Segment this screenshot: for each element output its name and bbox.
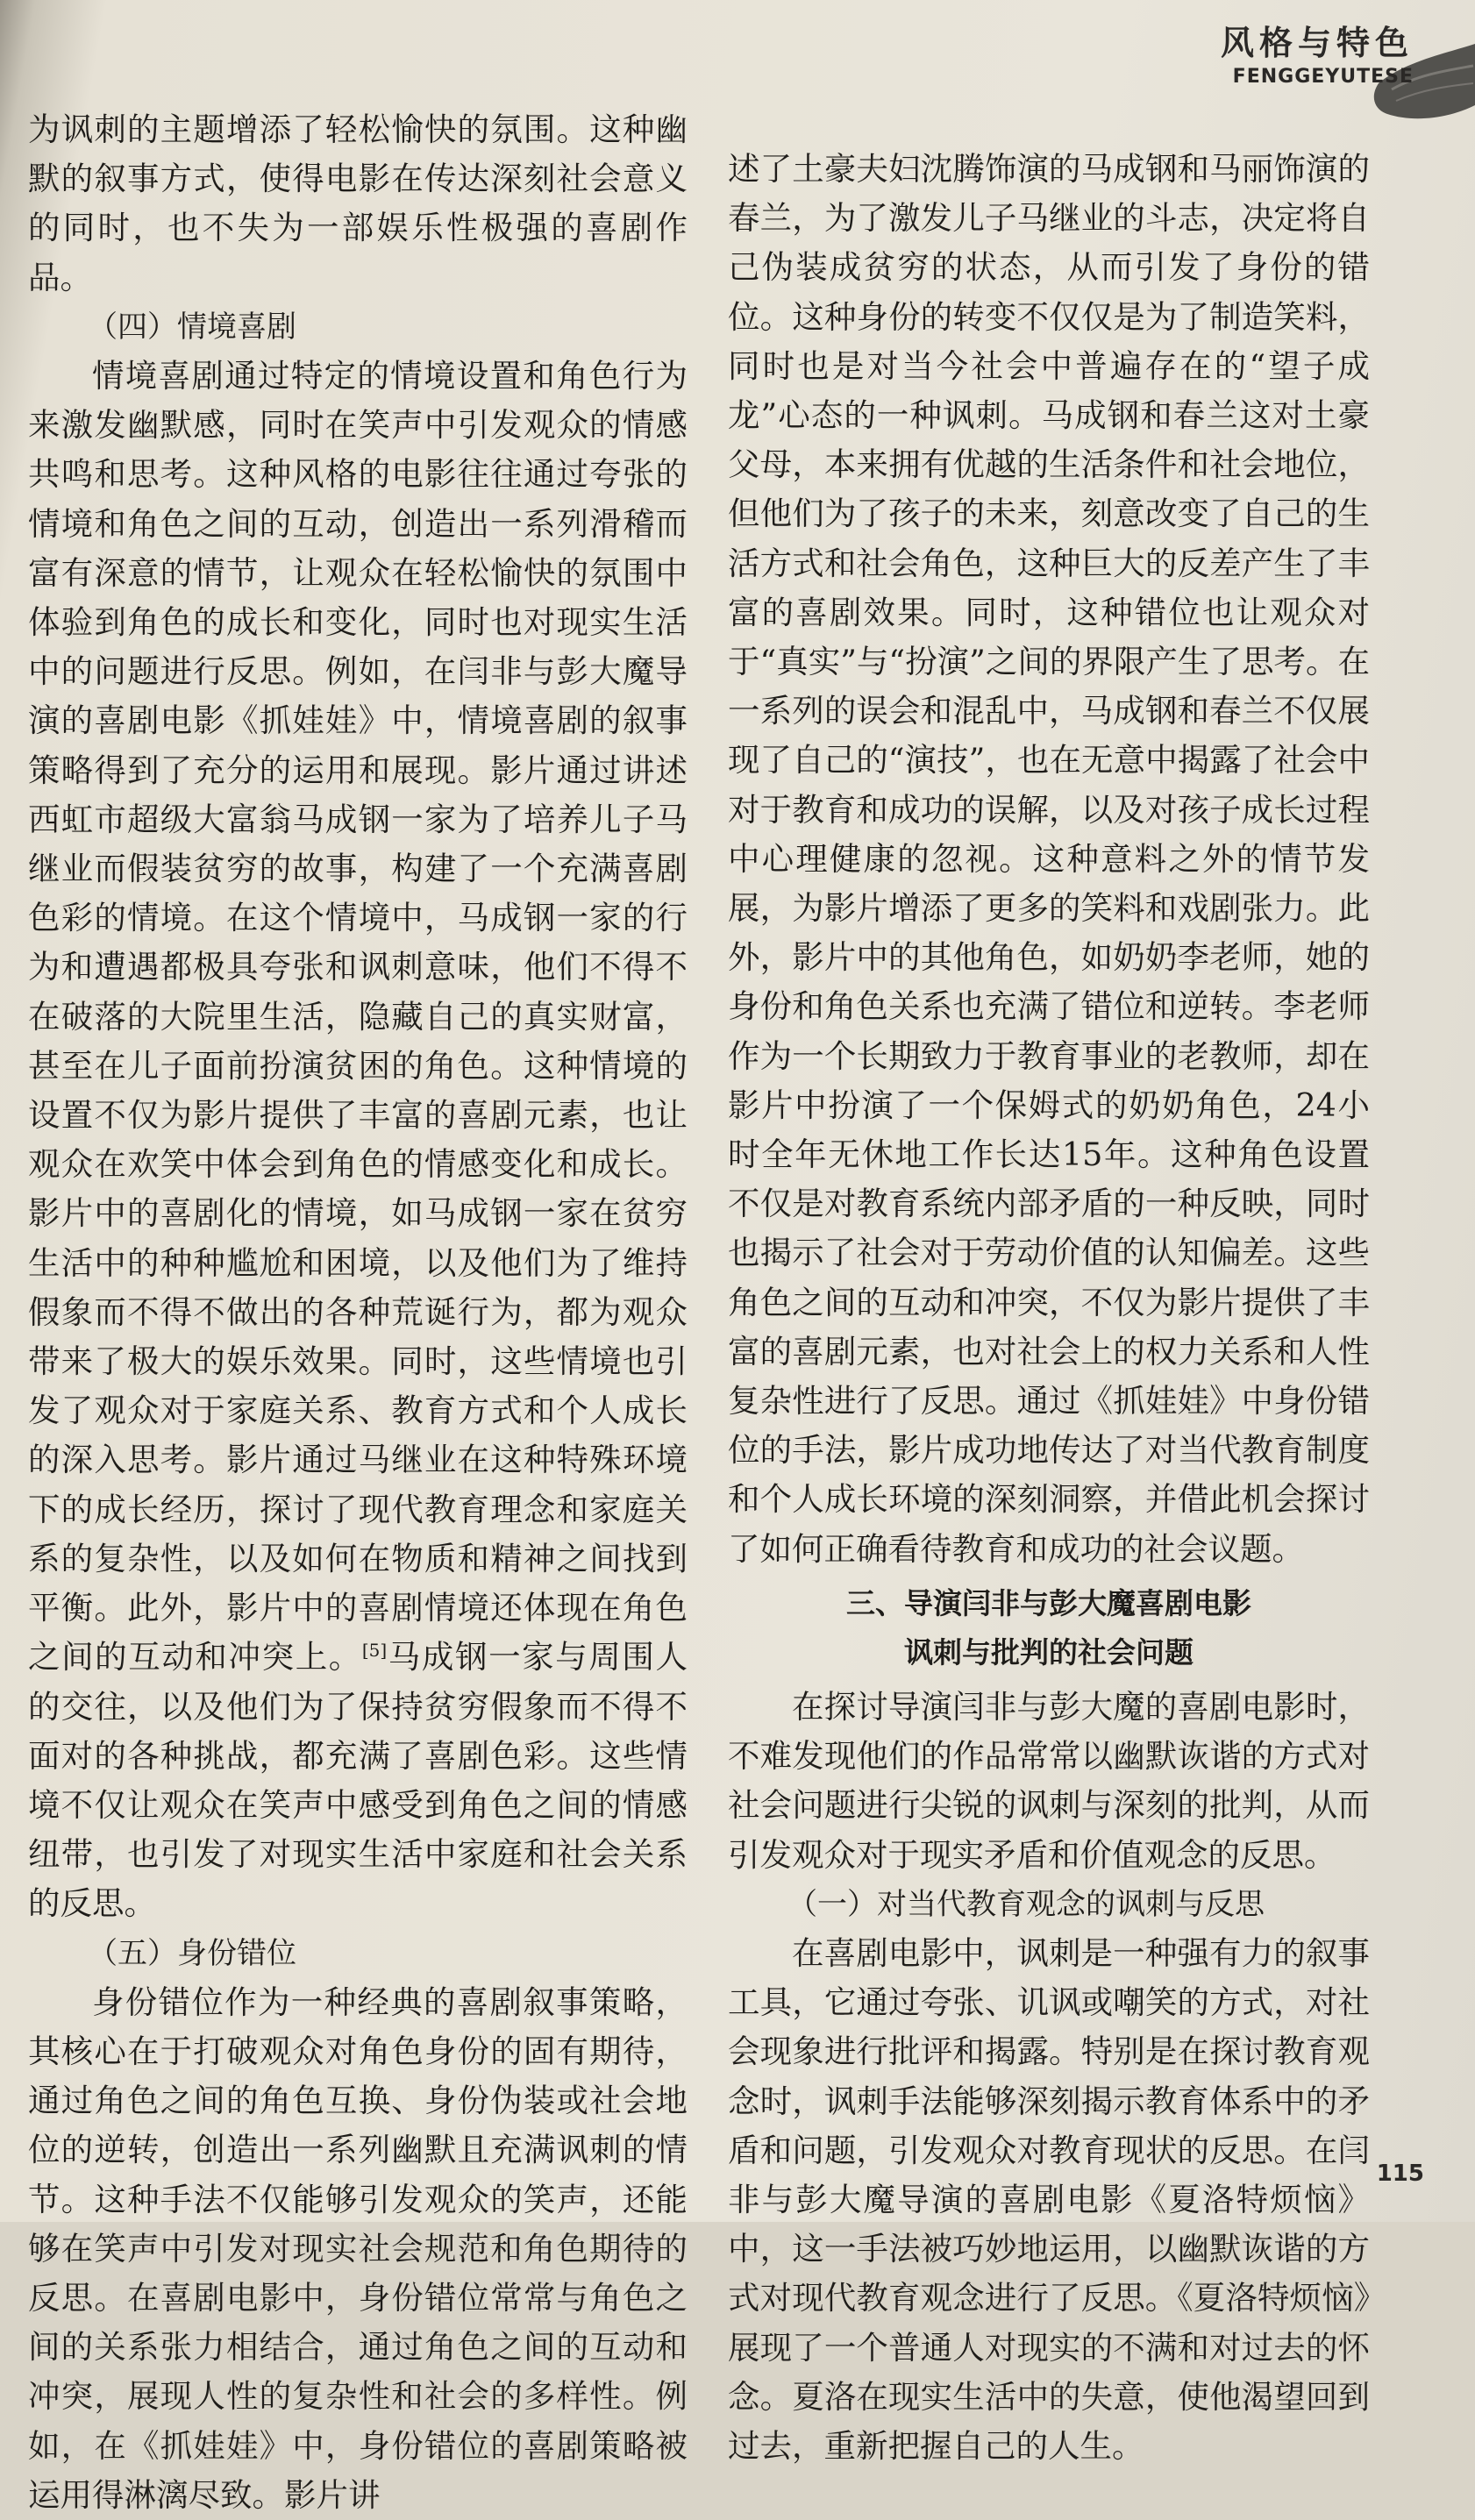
subheading-situational-comedy: （四）情境喜剧 (88, 309, 296, 345)
section-heading-line-1: 三、导演闫非与彭大魔喜剧电影 (846, 1585, 1251, 1620)
section-title-cn: 风格与特色 (1220, 24, 1414, 62)
page-number: 115 (1376, 2161, 1424, 2187)
paragraph-text: 马成钢一家与周围人的交往，以及他们为了保持贫穷假象而不得不面对的各种挑战，都充满了喜剧色彩。这些情境不仅让观众在笑声中感受到角色之间的情感纽带，也引发了对现实生活中家庭和社会关系的反思。 (28, 1638, 688, 1923)
paragraph-continuation: 述了土豪夫妇沈腾饰演的马成钢和马丽饰演的春兰，为了激发儿子马继业的斗志，决定将自己伪装成贫穷的状态，从而引发了身份的错位。这种身份的转变不仅仅是为了制造笑料，同时也是对当今社会中普遍存在的“望子成龙”心态的一种讽刺。马成钢和春兰这对土豪父母，本来拥有优越的生活条件和社会地位，但他们为了孩子的未来，刻意改变了自己的生活方式和社会角色，这种巨大的反差产生了丰富的喜剧效果。同时，这种错位也让观众对于“真实”与“扮演”之间的界限产生了思考。在一系列的误会和混乱中，马成钢和春兰不仅展现了自己的“演技”，也在无意中揭露了社会中对于教育和成功的误解，以及对孩子成长过程中心理健康的忽视。这种意料之外的情节发展，为影片增添了更多的笑料和戏剧张力。此外，影片中的其他角色，如奶奶李老师，她的身份和角色关系也充满了错位和逆转。李老师作为一个长期致力于教育事业的老教师，却在影片中扮演了一个保姆式的奶奶角色，24小时全年无休地工作长达15年。这种角色设置不仅是对教育系统内部矛盾的一种反映，同时也揭示了社会对于劳动价值的认知偏差。这些角色之间的互动和冲突，不仅为影片提供了丰富的喜剧元素，也对社会上的权力关系和人性复杂性进行了反思。通过《抓娃娃》中身份错位的手法，影片成功地传达了对当代教育制度和个人成长环境的深刻洞察，并借此机会探讨了如何正确看待教育和成功的社会议题。 (728, 150, 1370, 1568)
citation-ref: [5] (361, 1640, 388, 1662)
subheading-identity-mismatch: （五）身份错位 (88, 1935, 296, 1971)
section-title-en: FENGGEYUTESE (1232, 66, 1414, 88)
paragraph-situational-comedy (28, 352, 688, 1929)
left-column (28, 105, 688, 2520)
subheading-education-satire: （一）对当代教育观念的讽刺与反思 (787, 1886, 1265, 1922)
paragraph-section-intro: 在探讨导演闫非与彭大魔的喜剧电影时，不难发现他们的作品常常以幽默诙谐的方式对社会问题进行尖锐的讽刺与深刻的批判，从而引发观众对于现实矛盾和价值观念的反思。 (728, 1687, 1370, 1874)
paragraph-continuation: 为讽刺的主题增添了轻松愉快的氛围。这种幽默的叙事方式，使得电影在传达深刻社会意义的同时，也不失为一部娱乐性极强的喜剧作品。 (28, 110, 688, 296)
section-heading-line-2: 讽刺与批判的社会问题 (904, 1634, 1194, 1669)
right-column (728, 145, 1370, 2471)
paragraph-education-satire: 在喜剧电影中，讽刺是一种强有力的叙事工具，它通过夸张、讥讽或嘲笑的方式，对社会现象进行批评和揭露。特别是在探讨教育观念时，讽刺手法能够深刻揭示教育体系中的矛盾和问题，引发观众对教育现状的反思。在闫非与彭大魔导演的喜剧电影《夏洛特烦恼》中，这一手法被巧妙地运用，以幽默诙谐的方式对现代教育观念进行了反思。《夏洛特烦恼》展现了一个普通人对现实的不满和对过去的怀念。夏洛在现实生活中的失意，使他渴望回到过去，重新把握自己的人生。 (728, 1933, 1370, 2465)
paragraph-identity-mismatch: 身份错位作为一种经典的喜剧叙事策略，其核心在于打破观众对角色身份的固有期待，通过角色之间的角色互换、身份伪装或社会地位的逆转，创造出一系列幽默且充满讽刺的情节。这种手法不仅能够引发观众的笑声，还能够在笑声中引发对现实社会规范和角色期待的反思。在喜剧电影中，身份错位常常与角色之间的关系张力相结合，通过角色之间的互动和冲突，展现人性的复杂性和社会的多样性。例如，在《抓娃娃》中，身份错位的喜剧策略被运用得淋漓尽致。影片讲 (28, 1983, 688, 2514)
running-header (1221, 16, 1414, 88)
section-heading (728, 1579, 1370, 1677)
paragraph-text: 情境喜剧通过特定的情境设置和角色行为来激发幽默感，同时在笑声中引发观众的情感共鸣和思考。这种风格的电影往往通过夸张的情境和角色之间的互动，创造出一系列滑稽而富有深意的情节，让观众在轻松愉快的氛围中体验到角色的成长和变化，同时也对现实生活中的问题进行反思。例如，在闫非与彭大魔导演的喜剧电影《抓娃娃》中，情境喜剧的叙事策略得到了充分的运用和展现。影片通过讲述西虹市超级大富翁马成钢一家为了培养儿子马继业而假装贫穷的故事，构建了一个充满喜剧色彩的情境。在这个情境中，马成钢一家的行为和遭遇都极具夸张和讽刺意味，他们不得不在破落的大院里生活，隐藏自己的真实财富，甚至在儿子面前扮演贫困的角色。这种情境的设置不仅为影片提供了丰富的喜剧元素，也让观众在欢笑中体会到角色的情感变化和成长。影片中的喜剧化的情境，如马成钢一家在贫穷生活中的种种尴尬和困境，以及他们为了维持假象而不得不做出的各种荒诞行为，都为观众带来了极大的娱乐效果。同时，这些情境也引发了观众对于家庭关系、教育方式和个人成长的深入思考。影片通过马继业在这种特殊环境下的成长经历，探讨了现代教育理念和家庭关系的复杂性，以及如何在物质和精神之间找到平衡。此外，影片中的喜剧情境还体现在角色之间的互动和冲突上。 (28, 357, 688, 1676)
